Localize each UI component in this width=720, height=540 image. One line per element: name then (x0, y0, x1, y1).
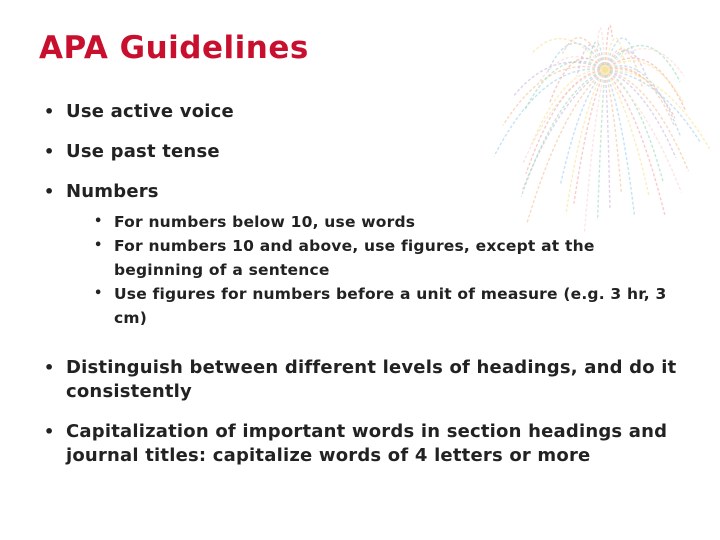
bullet-item (44, 100, 684, 124)
sub-bullet-item (94, 282, 684, 330)
bullet-dot-icon: • (44, 142, 55, 161)
bullet-dot-icon: • (44, 358, 55, 377)
sub-bullet-list (66, 210, 684, 330)
bullet-text: Use past tense (66, 141, 220, 162)
sub-bullet-text: For numbers 10 and above, use figures, except at the beginning of a sentence (114, 237, 595, 279)
bullet-list (44, 100, 684, 468)
bullet-dot-icon: • (44, 422, 55, 441)
bullet-item (44, 420, 684, 468)
sub-bullet-text: For numbers below 10, use words (114, 213, 416, 231)
sub-bullet-item (94, 210, 684, 234)
bullet-text: Use active voice (66, 101, 234, 122)
bullet-dot-icon: • (44, 102, 55, 121)
bullet-text: Distinguish between different levels of headings, and do it consistently (66, 357, 677, 402)
sub-bullet-dot-icon: • (94, 238, 103, 253)
bullet-dot-icon: • (44, 182, 55, 201)
bullet-text: Numbers (66, 181, 159, 202)
bullet-item (44, 356, 684, 404)
sub-bullet-dot-icon: • (94, 214, 103, 229)
bullet-item (44, 180, 684, 330)
sub-bullet-item (94, 234, 684, 282)
slide-title: APA Guidelines (39, 30, 309, 66)
sub-bullet-dot-icon: • (94, 286, 103, 301)
bullet-item (44, 140, 684, 164)
sub-bullet-text: Use figures for numbers before a unit of measure (e.g. 3 hr, 3 cm) (114, 285, 667, 327)
bullet-text: Capitalization of important words in section headings and journal titles: capitalize words of 4 letters or more (66, 421, 668, 466)
